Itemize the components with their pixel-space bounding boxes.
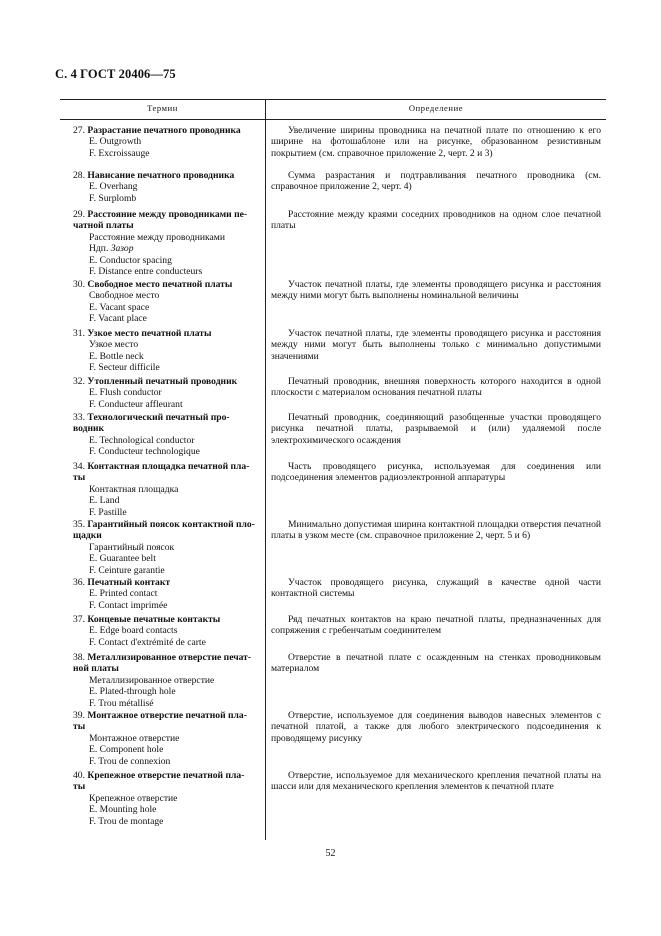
term-title-text: Монтажное отверстие печатной пла- <box>87 710 247 721</box>
definition-text: Печатный проводник, соединяющий разобщенные участки проводящего рисунка печатной платы, разрываемой и (или) удаляемой после электрохимического осаждения <box>271 412 601 446</box>
term-title <box>73 519 269 530</box>
term-title-text: Нависание печатного проводника <box>87 170 235 181</box>
term-number: 36. <box>73 577 85 588</box>
term-title-text: ты <box>73 781 86 793</box>
term-number: 31. <box>73 328 85 339</box>
table-top-border <box>60 99 606 100</box>
definition-text: Увеличение ширины проводника на печатной плате по отношению к его ширине на фотошаблоне или на рисунке, образованном резистивным покрытием (см. справочное приложение 2, черт. 2 и 3) <box>271 125 601 159</box>
term-title-text: ты <box>73 472 86 484</box>
term-line: F. Vacant place <box>89 313 147 325</box>
term-line: F. Contact imprimée <box>89 599 168 611</box>
term-line: F. Trou de connexion <box>89 755 171 767</box>
term-number: 34. <box>73 461 85 472</box>
term-line: F. Secteur difficile <box>89 362 160 374</box>
term-line: Монтажное отверстие <box>89 732 180 744</box>
term-title <box>73 412 269 423</box>
term-line: Узкое место <box>89 339 139 351</box>
term-title <box>73 328 269 339</box>
term-title-text: ной платы <box>73 663 119 675</box>
term-title-text: Разрастание печатного проводника <box>87 125 241 136</box>
term-line: F. Pastille <box>89 506 127 518</box>
term-line: Металлизированное отверстие <box>89 674 215 686</box>
definition-text: Отверстие в печатной плате с осажденным на стенках проводниковым материалом <box>271 652 601 675</box>
definition-text: Расстояние между краями соседних проводников на одном слое печатной платы <box>271 209 601 232</box>
term-cell <box>73 376 269 410</box>
term-line: E. Overhang <box>89 181 138 193</box>
deprecated-term: Зазор <box>110 243 134 255</box>
definition-text: Отверстие, используемое для соединения выводов навесных элементов с печатной платой, а также для любого электрического подсоединения к проводящему рисунку <box>271 710 601 744</box>
term-line: E. Flush conductor <box>89 387 162 399</box>
term-number: 27. <box>73 125 85 136</box>
term-title <box>73 376 269 387</box>
term-title <box>73 220 269 231</box>
page-header: С. 4 ГОСТ 20406—75 <box>55 67 176 81</box>
term-line: Расстояние между проводниками <box>89 231 226 243</box>
term-number: 37. <box>73 614 85 625</box>
term-title <box>73 125 269 136</box>
term-cell <box>73 652 269 709</box>
term-title-text: Металлизированное отверстие печат- <box>87 652 252 663</box>
term-cell <box>73 519 269 576</box>
term-title <box>73 721 269 732</box>
term-line: F. Conducteur technologique <box>89 446 200 458</box>
term-line: Гарантийный поясок <box>89 541 175 553</box>
term-line: E. Vacant space <box>89 301 150 313</box>
column-header-definition: Определение <box>408 103 464 113</box>
term-title-text: чатной платы <box>73 220 134 232</box>
term-line: F. Trou de montage <box>89 815 164 827</box>
term-line: E. Technological conductor <box>89 434 195 446</box>
term-number: 40. <box>73 770 85 781</box>
term-title-text: Крепежное отверстие печатной пла- <box>87 770 245 781</box>
term-number: 30. <box>73 279 85 290</box>
term-title-text: водник <box>73 423 105 435</box>
term-title <box>73 209 269 220</box>
term-cell <box>73 577 269 611</box>
term-title <box>73 530 269 541</box>
term-cell <box>73 710 269 767</box>
term-line: F. Distance entre conducteurs <box>89 266 203 278</box>
term-title <box>73 614 269 625</box>
term-line: F. Excroissauge <box>89 147 150 159</box>
term-number: 28. <box>73 170 85 181</box>
definition-text: Участок печатной платы, где элементы проводящего рисунка и расстояния между ними могут быть выполнены только с минимально допустимыми значениями <box>271 328 601 362</box>
term-title <box>73 461 269 472</box>
definition-text: Участок печатной платы, где элементы проводящего рисунка и расстояния между ними могут быть выполнены номинальной величины <box>271 279 601 302</box>
definition-text: Участок проводящего рисунка, служащий в качестве одной части контактной системы <box>271 577 601 600</box>
term-line: F. Conducteur affleurant <box>89 398 183 410</box>
term-number: 38. <box>73 652 85 663</box>
term-line: E. Bottle neck <box>89 350 144 362</box>
term-title <box>73 781 269 792</box>
term-title-text: Свободное место печатной платы <box>87 279 233 290</box>
term-line: F. Surplomb <box>89 192 137 204</box>
term-cell <box>73 209 269 277</box>
term-line: F. Trou métallisé <box>89 697 154 709</box>
term-line: E. Mounting hole <box>89 804 157 816</box>
term-line: E. Edge board contacts <box>89 625 178 637</box>
terms-table <box>60 99 606 840</box>
term-number: 29. <box>73 209 85 220</box>
table-header-border <box>60 119 606 120</box>
column-header-term: Термин <box>147 103 178 113</box>
term-line: E. Component hole <box>89 744 164 756</box>
term-line: E. Guarantee belt <box>89 553 156 565</box>
term-title <box>73 663 269 674</box>
term-line: E. Land <box>89 495 120 507</box>
term-title <box>73 710 269 721</box>
term-title <box>73 170 269 181</box>
term-line: E. Plated-through hole <box>89 686 176 698</box>
term-number: 39. <box>73 710 85 721</box>
term-line: E. Outgrowth <box>89 136 142 148</box>
term-title <box>73 652 269 663</box>
term-line: Ндп. Зазор <box>89 243 134 255</box>
term-cell <box>73 461 269 518</box>
term-cell <box>73 328 269 374</box>
term-title-text: Расстояние между проводниками пе- <box>87 209 248 220</box>
term-cell <box>73 125 269 159</box>
definition-text: Печатный проводник, внешняя поверхность которого находится в одной плоскости с материалом основания печатной платы <box>271 376 601 399</box>
term-line: E. Conductor spacing <box>89 254 172 266</box>
term-cell <box>73 770 269 827</box>
term-line: E. Printed contact <box>89 588 158 600</box>
term-cell <box>73 170 269 204</box>
term-title <box>73 770 269 781</box>
term-title-text: Контактная площадка печатной пла- <box>87 461 250 472</box>
term-title <box>73 279 269 290</box>
term-title-text: ты <box>73 721 86 733</box>
term-title-text: Утопленный печатный проводник <box>87 376 238 387</box>
term-number: 32. <box>73 376 85 387</box>
term-number: 33. <box>73 412 85 423</box>
term-title-text: Концевые печатные контакты <box>87 614 221 625</box>
definition-text: Ряд печатных контактов на краю печатной платы, предназначенных для сопряжения с гребенчатым соединителем <box>271 614 601 637</box>
term-title-text: щадки <box>73 530 102 542</box>
term-line: F. Ceinture garantie <box>89 564 165 576</box>
term-title-text: Гарантийный поясок контактной пло- <box>87 519 255 530</box>
term-cell <box>73 412 269 458</box>
term-number: 35. <box>73 519 85 530</box>
term-title <box>73 577 269 588</box>
term-line: Контактная площадка <box>89 483 179 495</box>
definition-text: Сумма разрастания и подтравливания печатного проводника (см. справочное приложение 2, черт. 4) <box>271 170 601 193</box>
term-cell <box>73 279 269 325</box>
page-number: 52 <box>325 848 336 859</box>
term-title-text: Узкое место печатной платы <box>87 328 212 339</box>
definition-text: Часть проводящего рисунка, используемая для соединения или подсоединения элементов радиоэлектронной аппаратуры <box>271 461 601 484</box>
term-title-text: Печатный контакт <box>87 577 171 588</box>
term-cell <box>73 614 269 648</box>
term-title-text: Технологический печатный про- <box>87 412 230 423</box>
term-title <box>73 472 269 483</box>
term-title <box>73 423 269 434</box>
term-line: Крепежное отверстие <box>89 792 178 804</box>
definition-text: Минимально допустимая ширина контактной площадки отверстия печатной платы в узком месте (см. справочное приложение 2, черт. 5 и 6) <box>271 519 601 542</box>
term-line: Свободное место <box>89 290 160 302</box>
definition-text: Отверстие, используемое для механического крепления печатной платы на шасси или для механического крепления элементов к печатной плате <box>271 770 601 793</box>
term-line: F. Contact d'extrémité de carte <box>89 636 206 648</box>
